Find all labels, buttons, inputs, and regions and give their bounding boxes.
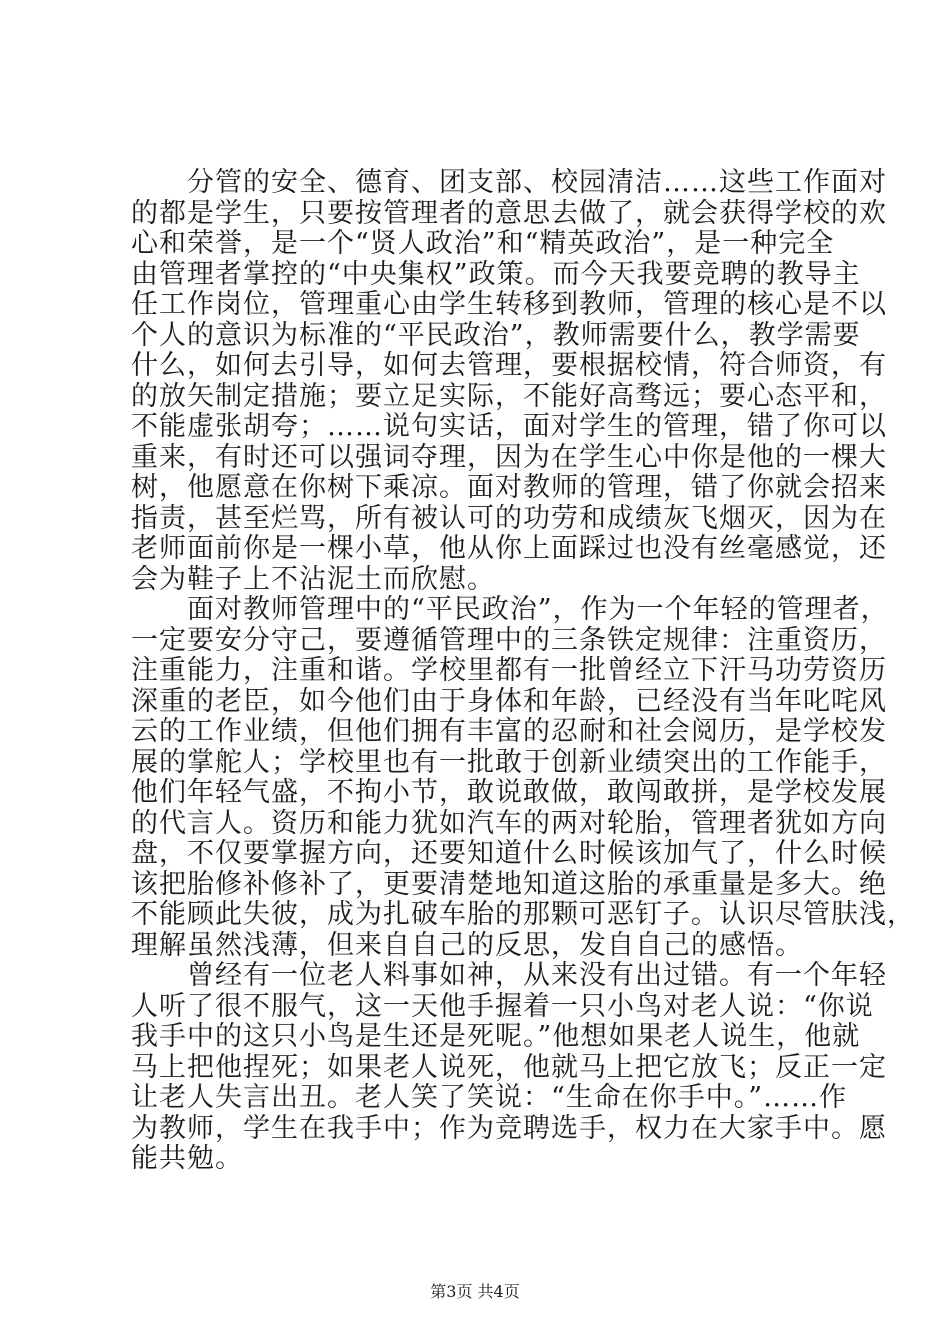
text-line: 盘，不仅要掌握方向，还要知道什么时候该加气了，什么时候 [131,838,887,869]
text-line: 他们年轻气盛，不拘小节，敢说敢做，敢闯敢拼，是学校发展 [131,777,887,808]
text-line: 指责，甚至烂骂，所有被认可的功劳和成绩灰飞烟灭，因为在 [131,502,887,534]
text-line: 个人的意识为标准的“平民政治”，教师需要什么，教学需要 [131,319,861,351]
text-line: 我手中的这只小鸟是生还是死呢。”他想如果老人说生，他就 [131,1021,861,1052]
text-line: 理解虽然浅薄，但来自自己的反思，发自自己的感悟。 [131,929,803,961]
text-line: 展的掌舵人；学校里也有一批敢于创新业绩突出的工作能手， [131,746,887,778]
text-line: 注重能力，注重和谐。学校里都有一批曾经立下汗马功劳资历 [131,655,887,686]
text-line: 让老人失言出丑。老人笑了笑说：“生命在你手中。”……作 [131,1082,848,1113]
text-line: 老师面前你是一棵小草，他从你上面踩过也没有丝毫感觉，还 [131,533,887,564]
text-line: 人听了很不服气，这一天他手握着一只小鸟对老人说：“你说 [131,990,874,1022]
text-line: 不能顾此失彼，成为扎破车胎的那颗可恶钉子。认识尽管肤浅， [131,899,915,930]
text-line: 马上把他捏死；如果老人说死，他就马上把它放飞；反正一定 [131,1051,887,1083]
text-line: 会为鞋子上不沾泥土而欣慰。 [131,563,495,595]
text-line: 任工作岗位，管理重心由学生转移到教师，管理的核心是不以 [131,289,887,320]
text-line: 为教师，学生在我手中；作为竞聘选手，权力在大家手中。愿 [131,1112,887,1144]
text-line: 该把胎修补修补了，更要清楚地知道这胎的承重量是多大。绝 [131,868,887,900]
page-number-footer: 第3页 共4页 [430,1282,520,1301]
text-line: 云的工作业绩，但他们拥有丰富的忍耐和社会阅历，是学校发 [131,716,887,747]
text-line: 由管理者掌控的“中央集权”政策。而今天我要竞聘的教导主 [131,258,861,290]
text-line: 深重的老臣，如今他们由于身体和年龄，已经没有当年叱咤风 [131,685,887,717]
body-text [131,167,915,1175]
text-line: 不能虚张胡夸；……说句实话，面对学生的管理，错了你可以 [131,411,887,442]
text-line: 能共勉。 [131,1143,243,1174]
text-line: 什么，如何去引导，如何去管理，要根据校情，符合师资，有 [131,350,887,381]
text-line: 一定要安分守己，要遵循管理中的三条铁定规律：注重资历， [131,624,887,656]
text-line: 面对教师管理中的“平民政治”，作为一个年轻的管理者， [131,594,889,625]
text-line: 曾经有一位老人料事如神，从来没有出过错。有一个年轻 [131,960,887,991]
text-line: 心和荣誉，是一个“贤人政治”和“精英政治”，是一种完全 [131,228,835,259]
text-line: 的都是学生，只要按管理者的意思去做了，就会获得学校的欢 [131,197,887,229]
text-line: 的放矢制定措施；要立足实际，不能好高骛远；要心态平和， [131,380,887,412]
text-line: 重来，有时还可以强词夺理，因为在学生心中你是他的一棵大 [131,441,887,473]
text-line: 树，他愿意在你树下乘凉。面对教师的管理，错了你就会招来 [131,472,887,503]
text-line: 的代言人。资历和能力犹如汽车的两对轮胎，管理者犹如方向 [131,807,887,839]
text-line: 分管的安全、德育、团支部、校园清洁……这些工作面对 [131,167,887,198]
